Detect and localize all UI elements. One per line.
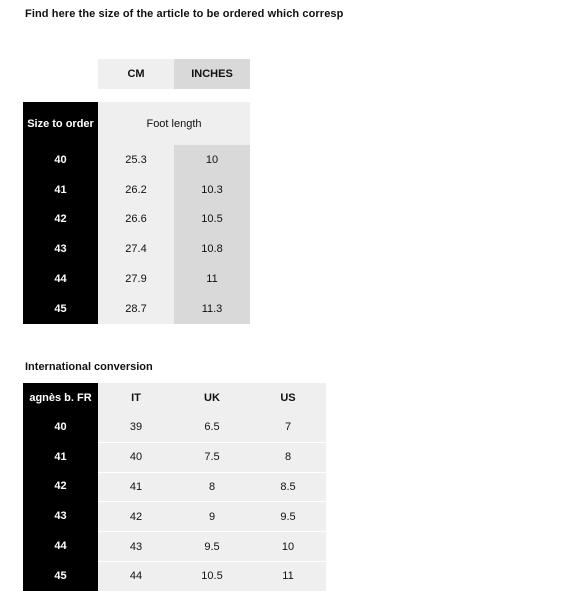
size-table [23,59,250,324]
it-header: IT [98,383,174,412]
us-cell: 9.5 [250,501,326,531]
us-cell: 10 [250,531,326,561]
table-row [23,531,326,561]
inches-cell: 10.3 [174,175,250,205]
size-cell: 44 [23,264,98,294]
size-cell: 40 [23,145,98,175]
fr-cell: 44 [23,531,98,561]
table-row [23,145,250,175]
size-table-header [23,102,250,145]
size-cell: 45 [23,294,98,324]
size-cell: 41 [23,175,98,205]
size-cell: 42 [23,205,98,235]
table-row [23,175,250,205]
it-cell: 39 [98,412,174,442]
cm-cell: 27.4 [98,234,174,264]
foot-length-header: Foot length [98,102,250,145]
fr-cell: 42 [23,472,98,502]
fr-header: agnès b. FR [23,383,98,412]
inches-cell: 10.8 [174,234,250,264]
fr-cell: 40 [23,412,98,442]
it-cell: 43 [98,531,174,561]
us-cell: 7 [250,412,326,442]
it-cell: 41 [98,472,174,502]
inches-cell: 11.3 [174,294,250,324]
unit-inches-header: INCHES [174,59,250,89]
table-row [23,442,326,472]
us-header: US [250,383,326,412]
table-row [23,264,250,294]
conversion-title: International conversion [25,361,153,373]
table-row [23,412,326,442]
it-cell: 42 [98,501,174,531]
it-cell: 44 [98,561,174,591]
conversion-header-row [23,383,326,412]
fr-cell: 43 [23,501,98,531]
uk-cell: 8 [174,472,250,502]
fr-cell: 45 [23,561,98,591]
conversion-table [23,383,326,591]
uk-cell: 6.5 [174,412,250,442]
table-row [23,472,326,502]
table-row [23,234,250,264]
cm-cell: 26.6 [98,205,174,235]
us-cell: 11 [250,561,326,591]
table-row [23,561,326,591]
inches-cell: 11 [174,264,250,294]
table-row [23,205,250,235]
table-row [23,294,250,324]
us-cell: 8 [250,442,326,472]
uk-cell: 9.5 [174,531,250,561]
size-to-order-header: Size to order [23,102,98,145]
us-cell: 8.5 [250,472,326,502]
cm-cell: 25.3 [98,145,174,175]
it-cell: 40 [98,442,174,472]
cm-cell: 28.7 [98,294,174,324]
table-row [23,501,326,531]
unit-cm-header: CM [98,59,174,89]
uk-cell: 10.5 [174,561,250,591]
intro-text: Find here the size of the article to be ordered which corresp [25,8,344,20]
unit-header [98,59,250,89]
uk-cell: 7.5 [174,442,250,472]
uk-cell: 9 [174,501,250,531]
fr-cell: 41 [23,442,98,472]
cm-cell: 27.9 [98,264,174,294]
cm-cell: 26.2 [98,175,174,205]
inches-cell: 10 [174,145,250,175]
inches-cell: 10.5 [174,205,250,235]
size-cell: 43 [23,234,98,264]
uk-header: UK [174,383,250,412]
